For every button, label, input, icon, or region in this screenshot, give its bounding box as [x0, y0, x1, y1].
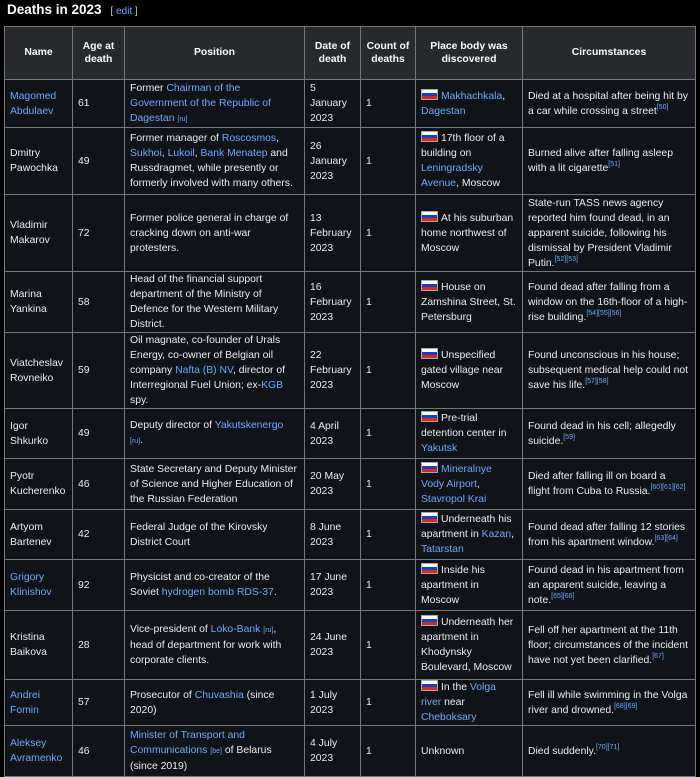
- cell-date: 22 February 2023: [305, 333, 361, 409]
- cell-age: 46: [73, 459, 125, 510]
- cell-age: 72: [73, 195, 125, 272]
- citation-link[interactable]: [57][58]: [585, 378, 609, 385]
- cell-circumstances: [523, 195, 696, 272]
- table-row: [5, 560, 696, 611]
- cell-position: [125, 409, 305, 459]
- cell-link[interactable]: Aleksey Avramenko: [10, 738, 63, 764]
- cell-position: [125, 560, 305, 611]
- cell-circumstances: [523, 409, 696, 459]
- cell-link[interactable]: hydrogen bomb RDS-37: [161, 587, 274, 598]
- cell-link[interactable]: Stavropol Krai: [421, 493, 487, 505]
- cell-text: Fell off her apartment at the 11th floor; circumstances of the incident have not yet been clarified.: [528, 624, 688, 666]
- cell-text: State Secretary and Deputy Minister of Science and Higher Education of the Russian Federation: [130, 463, 297, 505]
- cell-text: Deputy director of: [130, 420, 215, 431]
- citation-link[interactable]: [54][55][56]: [586, 309, 622, 317]
- cell-circumstances: [523, 680, 696, 726]
- header-circumstances[interactable]: Circumstances: [523, 27, 696, 80]
- russia-flag-icon: [421, 280, 438, 291]
- citation-ref: [585, 378, 608, 385]
- cell-name: [5, 459, 73, 510]
- cell-circumstances: [523, 128, 696, 195]
- cell-circumstances: [523, 459, 696, 510]
- cell-text: , head of department for work with corporate clients.: [130, 624, 282, 666]
- cell-position: [125, 80, 305, 128]
- table-row: [5, 128, 696, 195]
- cell-text: Found dead in his apartment from an apparent suicide, leaving a note.: [528, 564, 684, 606]
- citation-link[interactable]: [51]: [608, 161, 620, 168]
- cell-link[interactable]: Cheboksary: [421, 712, 477, 723]
- cell-text: Oil magnate, co-founder of Urals Energy, co-owner of Belgian oil company: [130, 335, 281, 376]
- cell-place: [416, 333, 523, 409]
- cell-circumstances: [523, 80, 696, 128]
- cell-position: [125, 459, 305, 510]
- cell-date: 4 April 2023: [305, 409, 361, 459]
- cell-position: [125, 611, 305, 680]
- interlanguage-link[interactable]: [ru]: [130, 438, 141, 445]
- cell-count: 1: [361, 510, 416, 560]
- cell-link[interactable]: Chairman of the Government of the Republic of Dagestan: [130, 82, 271, 124]
- cell-text: Marina Yankina: [10, 289, 47, 315]
- citation-ref: [586, 310, 621, 317]
- cell-link[interactable]: Bank Menatep: [200, 148, 268, 159]
- table-container: [4, 26, 696, 777]
- cell-position: [125, 195, 305, 272]
- cell-text: Igor Shkurko: [10, 420, 49, 447]
- cell-text: Physicist and co-creator of the Soviet: [130, 572, 270, 598]
- cell-link[interactable]: Tatarstan: [421, 544, 464, 555]
- cell-position: [125, 333, 305, 409]
- russia-flag-icon: [421, 680, 438, 691]
- cell-position: [125, 128, 305, 195]
- interlanguage-link[interactable]: [be]: [210, 748, 222, 755]
- russia-flag-icon: [421, 411, 438, 422]
- cell-text: Former manager of: [130, 133, 222, 144]
- cell-circumstances: [523, 611, 696, 680]
- table-row: [5, 272, 696, 333]
- cell-place: [416, 510, 523, 560]
- cell-text: Pyotr Kucherenko: [10, 471, 66, 497]
- citation-ref: [555, 256, 578, 263]
- cell-link[interactable]: Sukhoi: [130, 148, 162, 159]
- cell-name: [5, 560, 73, 611]
- cell-name: [5, 272, 73, 333]
- table-row: [5, 80, 696, 128]
- cell-age: 92: [73, 560, 125, 611]
- cell-age: 42: [73, 510, 125, 560]
- cell-count: 1: [361, 726, 416, 777]
- cell-link[interactable]: Loko-Bank: [210, 624, 261, 635]
- cell-text: Found dead after falling 12 stories from his apartment window.: [528, 521, 686, 548]
- cell-name: [5, 611, 73, 680]
- cell-text: ,: [276, 133, 279, 144]
- cell-text: Kristina Baikova: [10, 632, 47, 658]
- russia-flag-icon: [421, 131, 438, 142]
- cell-link[interactable]: Minister of Transport and Communications: [130, 730, 245, 756]
- russia-flag-icon: [421, 615, 438, 626]
- cell-place: [416, 459, 523, 510]
- cell-text: Found unconscious in his house; subsequent medical help could not save his life.: [528, 350, 689, 391]
- table-row: [5, 333, 696, 409]
- cell-name: [5, 333, 73, 409]
- cell-text: Unknown: [421, 745, 465, 757]
- cell-place: [416, 726, 523, 777]
- cell-link[interactable]: Leningradsky Avenue: [421, 163, 483, 189]
- cell-text: , Moscow: [456, 178, 500, 189]
- cell-text: Viatcheslav Rovneiko: [10, 357, 63, 384]
- header-position[interactable]: Position: [125, 27, 305, 80]
- citation-link[interactable]: [63][64]: [654, 534, 678, 542]
- cell-circumstances: [523, 510, 696, 560]
- cell-name: [5, 195, 73, 272]
- interlanguage-link[interactable]: [ru]: [263, 627, 274, 634]
- cell-text: Federal Judge of the Kirovsky District Court: [130, 521, 268, 548]
- cell-text: and Russdragmet, while presently or formerly involved with many others.: [130, 148, 293, 189]
- table-row: [5, 409, 696, 459]
- cell-text: Found dead in his cell; allegedly suicide.: [528, 420, 676, 447]
- cell-link[interactable]: KGB: [261, 380, 284, 391]
- cell-age: 57: [73, 680, 125, 726]
- cell-text: Died at a hospital after being hit by a car while crossing a street: [528, 90, 688, 117]
- cell-date: 24 June 2023: [305, 611, 361, 680]
- cell-date: 4 July 2023: [305, 726, 361, 777]
- cell-count: 1: [361, 560, 416, 611]
- cell-link[interactable]: Grigory Klinishov: [10, 572, 52, 598]
- table-row: [5, 680, 696, 726]
- cell-text: of Belarus (since 2019): [130, 745, 272, 772]
- table-row: [5, 459, 696, 510]
- edit-section: [ edit ]: [110, 6, 138, 17]
- header-date[interactable]: Date of death: [305, 27, 361, 80]
- cell-text: Underneath her apartment in Khodynsky Boulevard, Moscow: [421, 617, 514, 673]
- cell-count: 1: [361, 333, 416, 409]
- cell-place: [416, 128, 523, 195]
- cell-text: Head of the financial support department of the Ministry of Defence for the Western Military District.: [130, 274, 279, 330]
- cell-text: Dmitry Pawochka: [10, 148, 58, 174]
- cell-text: ,: [477, 478, 480, 490]
- cell-text: spy.: [130, 395, 149, 406]
- cell-name: [5, 680, 73, 726]
- cell-text: Inside his apartment in Moscow: [421, 564, 485, 606]
- cell-text: State-run TASS news agency reported him found dead, in an apparent suicide, following his dismissal by President Vladimir Putin.: [528, 197, 672, 269]
- cell-text: House on Zamshina Street, St. Petersburg: [421, 281, 516, 323]
- cell-text: 17th floor of a building on: [421, 133, 505, 159]
- cell-date: 26 January 2023: [305, 128, 361, 195]
- header-place[interactable]: Place body was discovered: [416, 27, 523, 80]
- table-body: [5, 80, 696, 777]
- cell-count: 1: [361, 80, 416, 128]
- cell-link[interactable]: Volga river: [421, 682, 496, 708]
- section-heading: [7, 2, 138, 20]
- cell-link[interactable]: Magomed Abdulaev: [10, 90, 57, 117]
- cell-date: 8 June 2023: [305, 510, 361, 560]
- cell-age: 49: [73, 409, 125, 459]
- russia-flag-icon: [421, 462, 438, 473]
- cell-count: 1: [361, 195, 416, 272]
- header-row: [5, 27, 696, 80]
- cell-age: 58: [73, 272, 125, 333]
- cell-text: ,: [194, 148, 201, 159]
- citation-link[interactable]: [65][66]: [551, 592, 575, 600]
- cell-text: ,: [502, 90, 506, 102]
- russia-flag-icon: [421, 563, 438, 574]
- cell-link[interactable]: Makhachkala: [441, 90, 503, 102]
- cell-text: At his suburban home northwest of Moscow: [421, 212, 514, 254]
- cell-count: 1: [361, 128, 416, 195]
- citation-link[interactable]: [70][71]: [595, 743, 620, 751]
- russia-flag-icon: [421, 211, 438, 222]
- cell-circumstances: [523, 726, 696, 777]
- cell-place: [416, 680, 523, 726]
- citation-ref: [652, 653, 664, 660]
- cell-text: Former police general in charge of cracking down on anti-war protesters.: [130, 212, 289, 254]
- cell-date: 5 January 2023: [305, 80, 361, 128]
- cell-age: 49: [73, 128, 125, 195]
- header-count[interactable]: Count of deaths: [361, 27, 416, 80]
- cell-link[interactable]: Nafta (B) NV: [175, 365, 234, 376]
- cell-place: [416, 80, 523, 128]
- cell-text: Prosecutor of: [130, 689, 195, 701]
- cell-position: [125, 272, 305, 333]
- cell-link[interactable]: Mineralnye Vody Airport: [421, 463, 492, 490]
- cell-text: Burned alive after falling asleep with a lit cigarette: [528, 148, 673, 174]
- cell-text: .: [273, 587, 277, 598]
- citation-ref: [654, 535, 677, 542]
- cell-age: 46: [73, 726, 125, 777]
- cell-age: 61: [73, 80, 125, 128]
- cell-text: In the: [441, 682, 470, 693]
- cell-place: [416, 409, 523, 459]
- citation-ref: [551, 593, 574, 600]
- russia-flag-icon: [421, 89, 438, 100]
- section-title: Deaths in 2023: [7, 2, 102, 17]
- cell-position: [125, 680, 305, 726]
- citation-link[interactable]: [67]: [652, 652, 664, 660]
- table-row: [5, 611, 696, 680]
- header-age[interactable]: Age at death: [73, 27, 125, 80]
- cell-text: Pre-trial detention center in: [421, 413, 507, 439]
- table-row: [5, 195, 696, 272]
- cell-position: [125, 726, 305, 777]
- cell-text: Vladimir Makarov: [10, 220, 50, 246]
- cell-date: 1 July 2023: [305, 680, 361, 726]
- cell-count: 1: [361, 459, 416, 510]
- cell-count: 1: [361, 272, 416, 333]
- cell-name: [5, 726, 73, 777]
- cell-age: 28: [73, 611, 125, 680]
- cell-text: Died after falling ill on board a flight from Cuba to Russia.: [528, 471, 666, 497]
- cell-link[interactable]: Chuvashia: [194, 689, 244, 701]
- cell-text: (since 2020): [130, 689, 275, 716]
- interlanguage-link[interactable]: [ru]: [177, 115, 188, 123]
- citation-ref: [608, 161, 620, 168]
- cell-text: , director of Interregional Fuel Union; ex-: [130, 365, 285, 391]
- cell-text: Vice-president of: [130, 624, 211, 635]
- cell-place: [416, 272, 523, 333]
- cell-name: [5, 128, 73, 195]
- cell-position: [125, 510, 305, 560]
- russia-flag-icon: [421, 512, 438, 523]
- cell-text: Artyom Bartenev: [10, 521, 52, 548]
- citation-link[interactable]: [68][69]: [614, 702, 638, 710]
- citation-ref: [650, 484, 685, 491]
- cell-text: Underneath his apartment in: [421, 514, 512, 540]
- cell-place: [416, 560, 523, 611]
- citation-link[interactable]: [50]: [656, 103, 669, 111]
- cell-count: 1: [361, 680, 416, 726]
- cell-age: 59: [73, 333, 125, 409]
- cell-link[interactable]: Lukoil: [167, 148, 195, 159]
- cell-place: [416, 195, 523, 272]
- cell-text: Unspecified gated village near Moscow: [421, 350, 504, 391]
- cell-name: [5, 80, 73, 128]
- cell-date: 20 May 2023: [305, 459, 361, 510]
- cell-link[interactable]: Roscosmos: [221, 133, 277, 144]
- cell-text: ,: [511, 529, 515, 540]
- cell-link[interactable]: Dagestan: [421, 105, 466, 117]
- cell-link[interactable]: Kazan: [481, 529, 512, 540]
- cell-date: 17 June 2023: [305, 560, 361, 611]
- cell-circumstances: [523, 560, 696, 611]
- citation-ref: [657, 104, 669, 111]
- cell-link[interactable]: Yakutsk: [421, 443, 458, 454]
- citation-link[interactable]: [60][61][62]: [650, 484, 686, 491]
- cell-text: .: [140, 435, 144, 446]
- cell-name: [5, 510, 73, 560]
- cell-text: Died suddenly.: [528, 745, 596, 757]
- cell-name: [5, 409, 73, 459]
- citation-ref: [563, 434, 575, 441]
- cell-date: 16 February 2023: [305, 272, 361, 333]
- russia-flag-icon: [421, 348, 438, 359]
- table-row: [5, 510, 696, 560]
- citation-link[interactable]: [52][53]: [554, 255, 578, 263]
- cell-text: Former: [130, 82, 167, 94]
- header-name[interactable]: Name: [5, 27, 73, 80]
- cell-circumstances: [523, 333, 696, 409]
- cell-text: Fell ill while swimming in the Volga river and drowned.: [528, 689, 688, 716]
- citation-link[interactable]: [59]: [563, 433, 575, 441]
- cell-date: 13 February 2023: [305, 195, 361, 272]
- cell-text: near: [441, 697, 465, 708]
- cell-link[interactable]: Yakutskenergo: [214, 420, 284, 431]
- cell-text: ,: [161, 148, 168, 159]
- citation-ref: [596, 744, 619, 751]
- table-row: [5, 726, 696, 777]
- cell-count: 1: [361, 611, 416, 680]
- cell-link[interactable]: Andrei Fomin: [10, 689, 41, 716]
- edit-link[interactable]: edit: [116, 6, 133, 17]
- citation-ref: [614, 703, 637, 710]
- cell-circumstances: [523, 272, 696, 333]
- cell-count: 1: [361, 409, 416, 459]
- cell-place: [416, 611, 523, 680]
- cell-text: Found dead after falling from a window on the 16th-floor of a high-rise building.: [528, 281, 688, 323]
- deaths-table: [4, 26, 696, 777]
